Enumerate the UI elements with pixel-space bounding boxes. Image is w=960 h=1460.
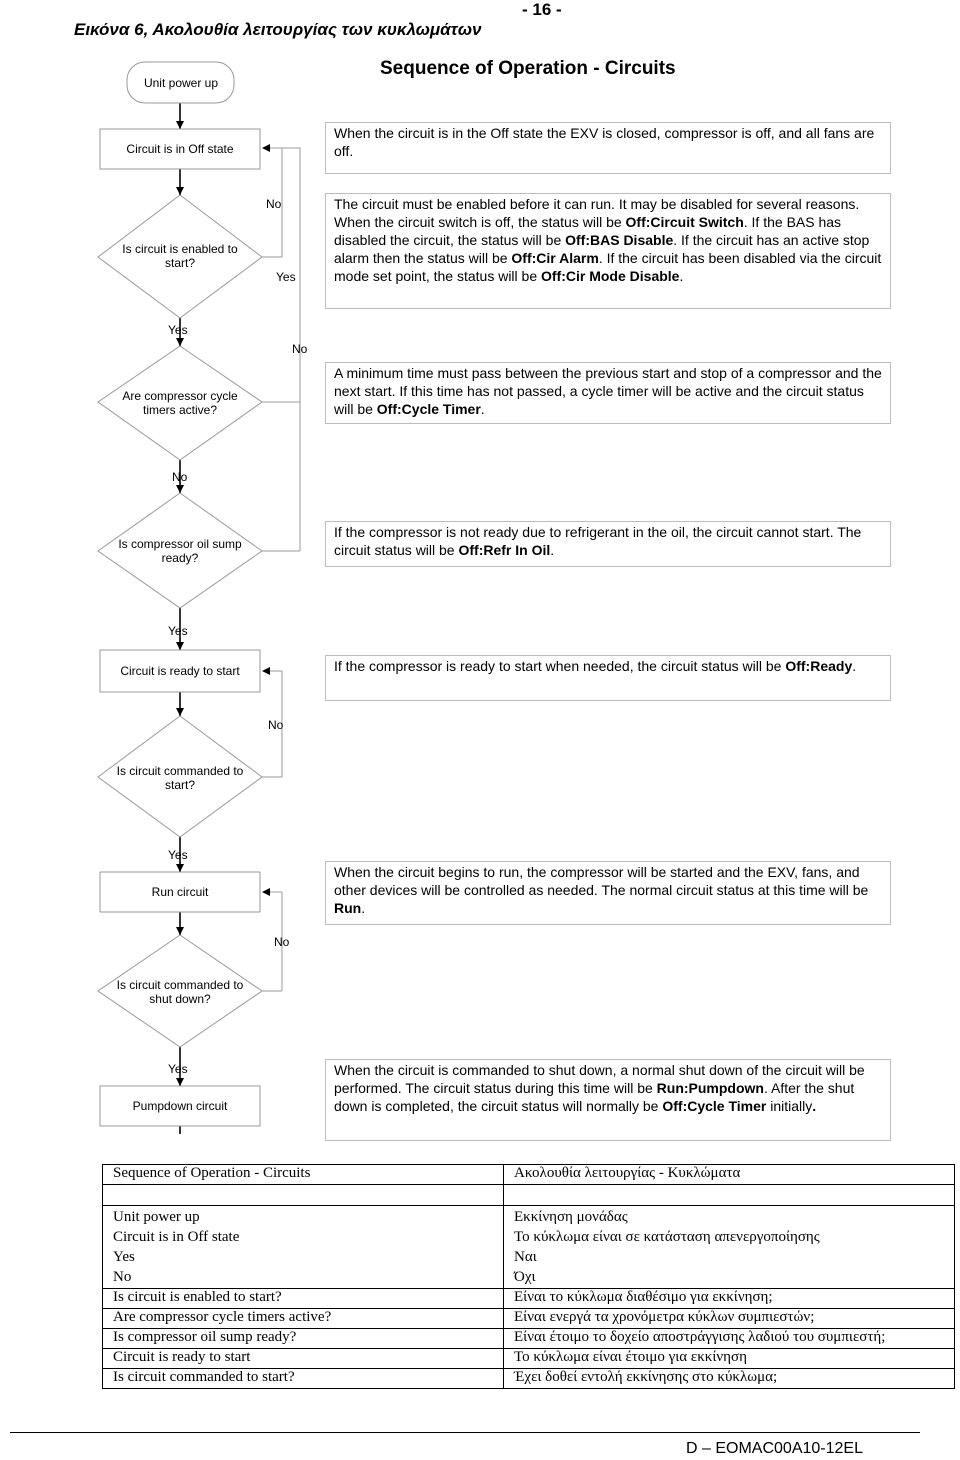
desc-text: A minimum time must pass between the previous start and stop of a compressor and the next start. If this time has not passed, a cycle timer will be active and the circuit status will be [334,365,882,417]
glossary-en: Is circuit commanded to start? [103,1369,504,1389]
glossary-en: Yes [113,1249,135,1265]
glossary-gr: Όχι [514,1269,536,1285]
glossary-gr: Το κύκλωμα είναι σε κατάσταση απενεργοποίησης [514,1229,820,1245]
label-no: No [172,470,188,484]
desc-text: . [852,658,857,674]
glossary-header-gr: Ακολουθία λειτουργίας - Κυκλώματα [504,1165,955,1185]
pumpdown-node-text: Pumpdown circuit [132,1099,228,1113]
glossary-gr: Το κύκλωμα είναι έτοιμο για εκκίνηση [504,1349,955,1369]
glossary-en: Circuit is ready to start [103,1349,504,1369]
arrow-down [176,121,184,129]
glossary-table [102,1164,955,1389]
arrow-down [176,338,184,346]
arrow-down [176,708,184,716]
glossary-en: Is compressor oil sump ready? [103,1329,504,1349]
greek-figure-title: Εικόνα 6, Ακολουθία λειτουργίας των κυκλωμάτων [74,20,482,39]
label-yes: Yes [168,1062,188,1076]
document-code: D – EOMAC00A10-12EL [686,1440,863,1457]
desc-ready [325,655,891,701]
desc-enabled [325,193,891,309]
desc-text: If the compressor is not ready due to refrigerant in the oil, the circuit cannot start. The circuit status will be [334,524,862,558]
status-off-bas-disable: Off:BAS Disable [565,232,674,248]
desc-text: When the circuit is commanded to shut down, a normal shut down of the circuit will be performed. The circuit status during this time will be [334,1062,865,1096]
status-off-cir-mode-disable: Off:Cir Mode Disable [541,268,680,284]
glossary-en: Unit power up [113,1209,200,1225]
glossary-en: No [113,1269,132,1285]
glossary-gr: Είναι έτοιμο το δοχείο αποστράγγισης λαδιού του συμπιεστή; [504,1329,955,1349]
status-off-cycle-timer: Off:Cycle Timer [662,1098,767,1114]
desc-pumpdown [325,1059,891,1141]
desc-text: . [812,1098,817,1114]
glossary-row [103,1309,955,1329]
commanded-start-line1: Is circuit commanded to [116,764,244,778]
desc-text: . [550,542,555,558]
off-state-text: Circuit is in Off state [126,142,234,156]
glossary-en-cell [103,1206,504,1289]
desc-text: . [480,401,485,417]
glossary-row [103,1206,955,1289]
label-yes: Yes [168,323,188,337]
status-off-ready: Off:Ready [785,658,853,674]
status-off-cycle-timer: Off:Cycle Timer [376,401,481,417]
desc-text: If the compressor is ready to start when needed, the circuit status will be [334,658,786,674]
glossary-en: Circuit is in Off state [113,1229,240,1245]
status-run-pumpdown: Run:Pumpdown [656,1080,764,1096]
arrow-down [176,927,184,935]
label-no: No [274,935,290,949]
glossary-gr: Είναι ενεργά τα χρονόμετρα κύκλων συμπιεστών; [504,1309,955,1329]
desc-off-state [325,122,891,174]
page-title: Sequence of Operation - Circuits [380,58,676,79]
arrow-left [262,888,270,896]
page-number: - 16 - [522,0,562,19]
glossary-gr-cell [504,1206,955,1289]
glossary-gr: Είναι το κύκλωμα διαθέσιμο για εκκίνηση; [504,1289,955,1309]
arrow-down [176,187,184,195]
glossary-spacer-row [103,1185,955,1206]
ready-node-text: Circuit is ready to start [120,664,240,678]
arrow-left [262,667,270,675]
desc-text: initially [766,1098,813,1114]
enabled-decision-line1: Is circuit is enabled to [122,242,238,256]
status-off-cir-alarm: Off:Cir Alarm [511,250,599,266]
glossary-header-en: Sequence of Operation - Circuits [103,1165,504,1185]
arrow-down [176,864,184,872]
timers-decision-line2: timers active? [142,403,218,417]
desc-sump [325,521,891,567]
desc-off-state-text: When the circuit is in the Off state the EXV is closed, compressor is off, and all fans are off. [334,125,875,159]
glossary-en: Is circuit is enabled to start? [103,1289,504,1309]
label-yes: Yes [276,270,296,284]
label-no: No [266,197,282,211]
commanded-shutdown-line2: shut down? [149,992,211,1006]
desc-text: . If the circuit has an active stop alarm then the status will be [334,232,870,266]
glossary-row [103,1349,955,1369]
commanded-shutdown-line1: Is circuit commanded to [116,978,244,992]
desc-text: . After the shut down is completed, the circuit status will normally be [334,1080,855,1114]
arrow-left [262,144,270,152]
desc-run [325,861,891,925]
label-no: No [292,342,308,356]
sump-decision-line2: ready? [161,551,199,565]
glossary-gr: Εκκίνηση μονάδας [514,1209,628,1225]
glossary-en: Are compressor cycle timers active? [103,1309,504,1329]
status-run: Run [334,900,362,916]
unit-power-up-text: Unit power up [143,76,219,90]
glossary-row [103,1329,955,1349]
desc-text: . [361,900,366,916]
desc-text: The circuit must be enabled before it can run. It may be disabled for several reasons. When the circuit switch is off, the status will be [334,196,860,230]
desc-timers [325,362,891,424]
timers-decision-line1: Are compressor cycle [122,389,238,403]
desc-text: . [679,268,684,284]
run-node-text: Run circuit [151,885,209,899]
arrow-down [176,1078,184,1086]
arrow-down [176,485,184,493]
status-off-refr-in-oil: Off:Refr In Oil [458,542,551,558]
glossary-header-row [103,1165,955,1185]
label-yes: Yes [168,848,188,862]
desc-text: . If the BAS has disabled the circuit, the status will be [334,214,842,248]
label-yes: Yes [168,624,188,638]
desc-text: When the circuit begins to run, the compressor will be started and the EXV, fans, and other devices will be controlled as needed. The normal circuit status at this time will be [334,864,869,898]
glossary-gr: Ναι [514,1249,537,1265]
glossary-row [103,1369,955,1389]
glossary-row [103,1289,955,1309]
sump-decision-line1: Is compressor oil sump [118,537,242,551]
commanded-start-line2: start? [164,778,196,792]
desc-text: . If the circuit has been disabled via the circuit mode set point, the status will be [334,250,882,284]
enabled-decision-line2: start? [164,256,196,270]
footer-divider [10,1432,920,1433]
glossary-gr: Έχει δοθεί εντολή εκκίνησης στο κύκλωμα; [504,1369,955,1389]
status-off-circuit-switch: Off:Circuit Switch [625,214,744,230]
arrow-down [176,642,184,650]
label-no: No [268,718,284,732]
